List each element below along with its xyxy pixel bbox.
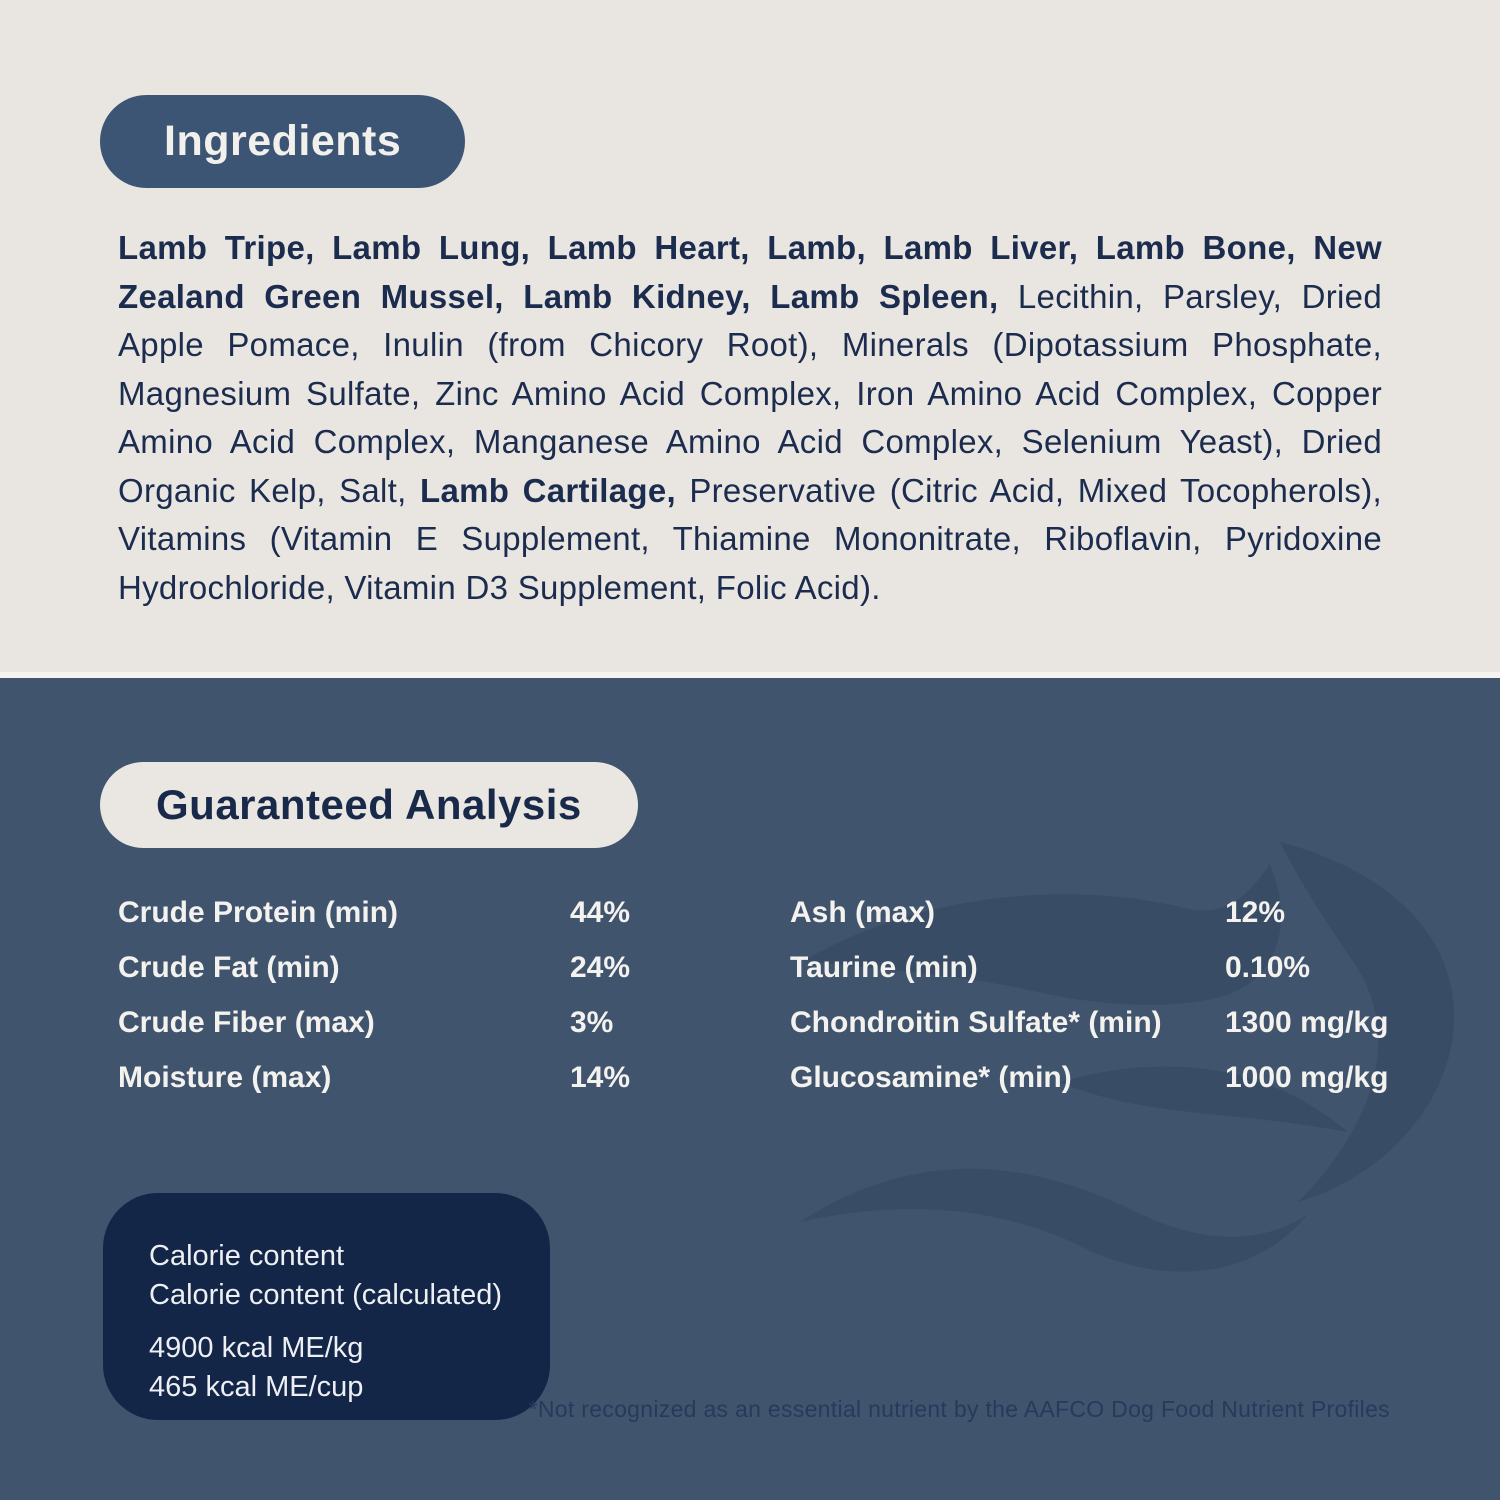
analysis-label: Moisture (max) <box>118 1061 332 1094</box>
analysis-value: 1000 mg/kg <box>1225 1061 1389 1094</box>
analysis-value: 1300 mg/kg <box>1225 1006 1389 1039</box>
analysis-table-right <box>790 895 1388 1096</box>
analysis-label: Crude Fiber (max) <box>118 1006 375 1039</box>
analysis-value: 14% <box>570 1061 631 1094</box>
analysis-table-left <box>118 895 630 1096</box>
ingredients-bold-meats: Lamb Tripe, Lamb Lung, Lamb Heart, Lamb, Lamb Liver, Lamb Bone, New Zealand Green Mussel, Lamb Kidney, Lamb Spleen, <box>118 229 1382 315</box>
ingredients-bold-cartilage: Lamb Cartilage, <box>420 471 676 509</box>
analysis-value: 3% <box>570 1006 614 1039</box>
analysis-value: 0.10% <box>1225 951 1311 984</box>
analysis-label: Chondroitin Sulfate* (min) <box>790 1006 1162 1039</box>
guaranteed-analysis-heading-pill <box>100 762 638 848</box>
ingredients-paragraph <box>118 224 1382 612</box>
ingredients-regular-1: Lecithin, Parsley, Dried Apple Pomace, Inulin (from Chicory Root), Minerals (Dipotassium Phosphate, Magnesium Sulfate, Zinc Amino Acid Complex, Iron Amino Acid Complex, Copper Amino Acid Complex, Manganese Amino Acid Complex, Selenium Yeast), Dried Organic Kelp, Salt, <box>118 277 1382 509</box>
calorie-line: 465 kcal ME/cup <box>149 1371 364 1403</box>
guaranteed-analysis-heading: Guaranteed Analysis <box>156 781 582 828</box>
calorie-line: 4900 kcal ME/kg <box>149 1332 364 1364</box>
analysis-value: 24% <box>570 951 631 984</box>
analysis-value: 12% <box>1225 896 1286 929</box>
ingredients-heading: Ingredients <box>164 117 402 165</box>
analysis-label: Crude Fat (min) <box>118 951 340 984</box>
analysis-label: Taurine (min) <box>790 951 978 984</box>
ingredients-section <box>0 0 1500 675</box>
ingredients-heading-pill <box>100 95 465 188</box>
calorie-content-box <box>103 1193 550 1420</box>
analysis-label: Ash (max) <box>790 896 936 929</box>
aafco-footnote: *Not recognized as an essential nutrient by the AAFCO Dog Food Nutrient Profiles <box>528 1396 1390 1422</box>
analysis-label: Crude Protein (min) <box>118 896 399 929</box>
calorie-line: Calorie content <box>149 1240 345 1272</box>
analysis-value: 44% <box>570 896 631 929</box>
analysis-label: Glucosamine* (min) <box>790 1061 1072 1094</box>
calorie-line: Calorie content (calculated) <box>149 1279 503 1311</box>
ingredients-regular-2: Preservative (Citric Acid, Mixed Tocopherols), Vitamins (Vitamin E Supplement, Thiamine Mononitrate, Riboflavin, Pyridoxine Hydrochloride, Vitamin D3 Supplement, Folic Acid). <box>118 471 1382 606</box>
